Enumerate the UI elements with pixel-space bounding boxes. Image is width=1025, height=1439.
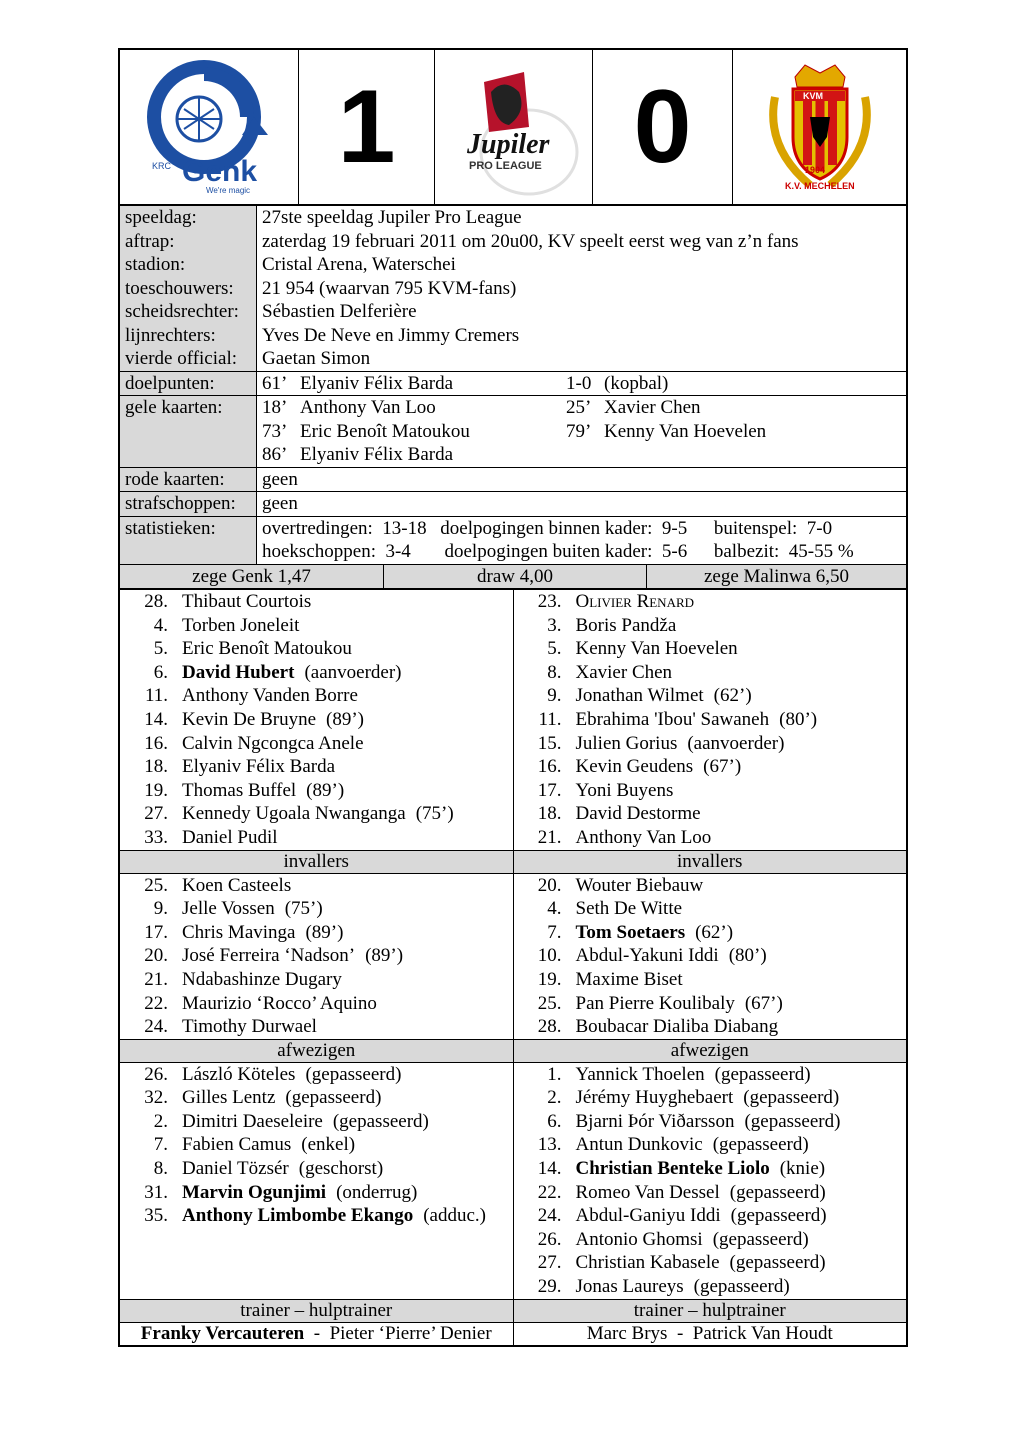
info-label: toeschouwers:: [119, 277, 257, 301]
player-note: (gepasseerd): [332, 1110, 429, 1132]
player-row: [120, 1086, 513, 1110]
player-row: [120, 1133, 513, 1157]
score-header: [118, 48, 908, 206]
yellow-row: [119, 396, 907, 468]
stats-values: [257, 516, 908, 564]
player-row: [514, 661, 907, 685]
player-row: [514, 637, 907, 661]
assistant-coach: Patrick Van Houdt: [692, 1322, 833, 1344]
player-row: [120, 968, 513, 992]
player-row: [514, 1086, 907, 1110]
player-name: Jonas Laureys: [575, 1276, 684, 1298]
player-number: 11.: [144, 685, 168, 707]
player-row: [120, 1015, 513, 1039]
player-note: (gepasseerd): [712, 1134, 809, 1156]
player-row: [120, 992, 513, 1016]
player-note: (aanvoerder): [687, 732, 785, 754]
card-player: Kenny Van Hoevelen: [604, 420, 767, 442]
player-name: Tom Soetaers: [575, 921, 686, 943]
player-number: 6.: [547, 1110, 562, 1132]
player-row: [514, 1251, 907, 1275]
player-note: (enkel): [301, 1134, 356, 1156]
player-row: [514, 732, 907, 756]
player-note: (80’): [728, 945, 767, 967]
info-value: 21 954 (waarvan 795 KVM-fans): [262, 277, 517, 299]
player-row: [120, 1110, 513, 1134]
player-number: 22.: [537, 1181, 562, 1203]
player-note: (75’): [284, 898, 323, 920]
player-number: 24.: [537, 1205, 562, 1227]
player-number: 8.: [153, 1158, 168, 1180]
player-note: (89’): [306, 779, 345, 801]
player-name: Boubacar Dialiba Diabang: [575, 1016, 779, 1038]
player-number: 24.: [144, 1016, 168, 1038]
player-row: [514, 590, 907, 614]
player-row: [514, 1181, 907, 1205]
player-row: [514, 992, 907, 1016]
player-number: 15.: [537, 732, 562, 754]
player-name: Antonio Ghomsi: [575, 1228, 703, 1250]
player-number: 21.: [537, 826, 562, 848]
player-note: (62’): [713, 685, 752, 707]
svg-text:1904: 1904: [804, 165, 825, 175]
player-name: Yannick Thoelen: [575, 1063, 705, 1085]
stat-label: overtredingen:: [262, 517, 373, 539]
player-number: 5.: [547, 638, 562, 660]
player-row: [514, 755, 907, 779]
player-note: (gepasseerd): [712, 1228, 809, 1250]
player-name: Ndabashinze Dugary: [182, 968, 342, 990]
odds-away: zege Malinwa 6,50: [647, 564, 908, 589]
player-number: 25.: [144, 874, 168, 896]
goal-score: 1-0: [566, 372, 592, 394]
svg-text:KVM: KVM: [802, 91, 823, 101]
player-note: (62’): [695, 921, 734, 943]
genk-logo: [120, 50, 299, 204]
player-name: David Hubert: [182, 661, 295, 683]
away-score: 0: [593, 50, 733, 204]
player-number: 25.: [537, 992, 562, 1014]
odds-draw: draw 4,00: [384, 564, 647, 589]
player-number: 10.: [537, 945, 562, 967]
lineups: [118, 590, 908, 1347]
player-name: Anthony Limbombe Ekango: [182, 1205, 414, 1227]
player-number: 20.: [537, 874, 562, 896]
away-trainer-title: trainer – hulptrainer: [513, 1299, 907, 1322]
home-subs: [119, 873, 513, 1039]
player-name: Dimitri Daeseleire: [182, 1110, 323, 1132]
info-value: Sébastien Delferière: [262, 301, 417, 322]
player-number: 18.: [537, 803, 562, 825]
player-name: Antun Dunkovic: [575, 1134, 703, 1156]
player-name: Abdul-Yakuni Iddi: [575, 945, 719, 967]
home-absent: [119, 1062, 513, 1299]
home-trainer: [119, 1322, 513, 1346]
head-coach: Marc Brys: [586, 1322, 668, 1344]
player-name: Fabien Camus: [182, 1134, 292, 1156]
player-row: [120, 637, 513, 661]
player-row: [514, 1133, 907, 1157]
home-lineup: [119, 590, 513, 850]
stat-value: 5-6: [661, 541, 688, 562]
info-value: zaterdag 19 februari 2011 om 20u00, KV speelt eerst weg van z’n fans: [262, 230, 799, 252]
info-label: stadion:: [119, 253, 257, 277]
penalties-row: [119, 492, 907, 517]
stat-label: doelpogingen buiten kader:: [444, 541, 653, 562]
home-trainer-title: trainer – hulptrainer: [119, 1299, 513, 1322]
player-row: [120, 708, 513, 732]
red-value: geen: [257, 467, 908, 492]
player-note: (67’): [703, 756, 742, 778]
player-number: 21.: [144, 968, 168, 990]
penalties-label: strafschoppen:: [119, 492, 257, 517]
svg-text:PRO LEAGUE: PRO LEAGUE: [468, 160, 542, 172]
player-number: 22.: [144, 992, 168, 1014]
goals-row: [119, 371, 907, 396]
player-number: 31.: [144, 1181, 168, 1203]
away-absent: [513, 1062, 907, 1299]
player-number: 33.: [144, 826, 168, 848]
player-row: [120, 755, 513, 779]
player-number: 5.: [153, 638, 168, 660]
info-label: scheidsrechter:: [119, 300, 257, 324]
player-row: [120, 944, 513, 968]
player-row: [120, 661, 513, 685]
player-row: [120, 1063, 513, 1087]
player-row: [514, 826, 907, 850]
stat-value: 3-4: [385, 541, 411, 562]
player-name: Wouter Biebauw: [575, 874, 704, 896]
player-name: Torben Joneleit: [182, 614, 300, 636]
player-number: 7.: [153, 1134, 168, 1156]
player-number: 17.: [537, 779, 562, 801]
player-row: [514, 779, 907, 803]
player-name: Bjarni Þór Viðarsson: [575, 1110, 735, 1132]
player-row: [120, 614, 513, 638]
assistant-coach: Pieter ‘Pierre’ Denier: [329, 1322, 492, 1344]
player-row: [514, 1015, 907, 1039]
match-sheet: [118, 48, 908, 1347]
player-name: Xavier Chen: [575, 661, 673, 683]
player-row: [514, 1063, 907, 1087]
player-note: (89’): [305, 921, 344, 943]
player-row: [120, 874, 513, 898]
player-note: (gepasseerd): [744, 1110, 841, 1132]
player-name: Eric Benoît Matoukou: [182, 638, 352, 660]
player-name: Jérémy Huyghebaert: [575, 1087, 734, 1109]
player-row: [120, 1204, 513, 1228]
player-number: 8.: [547, 661, 562, 683]
info-label: aftrap:: [119, 230, 257, 254]
player-name: Jelle Vossen: [182, 898, 275, 920]
player-row: [514, 968, 907, 992]
player-number: 26.: [537, 1228, 562, 1250]
trainer-separator: -: [313, 1322, 321, 1344]
player-name: Maurizio ‘Rocco’ Aquino: [182, 992, 377, 1014]
player-number: 16.: [144, 732, 168, 754]
player-name: Daniel Tözsér: [182, 1158, 289, 1180]
home-absent-title: afwezigen: [119, 1039, 513, 1062]
player-note: (geschorst): [298, 1158, 384, 1180]
player-number: 16.: [537, 756, 562, 778]
player-number: 9.: [547, 685, 562, 707]
player-number: 7.: [547, 921, 562, 943]
player-name: Timothy Durwael: [182, 1016, 317, 1038]
player-number: 13.: [537, 1134, 562, 1156]
red-label: rode kaarten:: [119, 467, 257, 492]
player-name: Thibaut Courtois: [182, 591, 312, 612]
player-note: (gepasseerd): [693, 1276, 790, 1298]
player-name: Romeo Van Dessel: [575, 1181, 720, 1203]
stat-label: doelpogingen binnen kader:: [440, 517, 653, 539]
player-number: 17.: [144, 921, 168, 943]
player-row: [120, 897, 513, 921]
goal-player: Elyaniv Félix Barda: [300, 372, 454, 394]
home-score: 1: [299, 50, 435, 204]
player-name: Maxime Biset: [575, 968, 683, 990]
player-number: 27.: [144, 803, 168, 825]
player-number: 6.: [153, 661, 168, 683]
player-row: [120, 921, 513, 945]
kvm-logo: [733, 50, 906, 204]
player-note: (onderrug): [336, 1181, 418, 1203]
player-note: (89’): [326, 708, 365, 730]
player-name: Olivier Renard: [575, 591, 695, 612]
player-name: Boris Pandža: [575, 614, 677, 636]
player-name: Julien Gorius: [575, 732, 678, 754]
player-number: 2.: [153, 1110, 168, 1132]
player-number: 2.: [547, 1087, 562, 1109]
match-info: [118, 206, 908, 564]
player-note: (aanvoerder): [304, 661, 402, 683]
card-player: Eric Benoît Matoukou: [300, 420, 470, 442]
player-row: [514, 897, 907, 921]
player-row: [514, 874, 907, 898]
player-row: [120, 684, 513, 708]
stats-label: statistieken:: [119, 516, 257, 564]
odds-home: zege Genk 1,47: [119, 564, 384, 589]
player-number: 35.: [144, 1205, 168, 1227]
player-note: (67’): [744, 992, 783, 1014]
player-number: 32.: [144, 1087, 168, 1109]
player-row: [514, 1157, 907, 1181]
away-absent-title: afwezigen: [513, 1039, 907, 1062]
player-number: 19.: [537, 968, 562, 990]
player-name: Calvin Ngcongca Anele: [182, 732, 364, 754]
red-row: [119, 467, 907, 492]
league-logo: [435, 50, 593, 204]
player-number: 1.: [547, 1063, 562, 1085]
player-row: [120, 1181, 513, 1205]
player-note: (gepasseerd): [729, 1181, 826, 1203]
info-value: Gaetan Simon: [262, 348, 371, 369]
yellow-label: gele kaarten:: [119, 396, 257, 468]
away-trainer: [513, 1322, 907, 1346]
info-value: Yves De Neve en Jimmy Cremers: [262, 324, 520, 346]
player-name: Pan Pierre Koulibaly: [575, 992, 735, 1014]
player-note: (gepasseerd): [285, 1087, 382, 1109]
player-number: 27.: [537, 1252, 562, 1274]
player-name: Ebrahima 'Ibou' Sawaneh: [575, 708, 770, 730]
player-row: [514, 1204, 907, 1228]
goals-label: doelpunten:: [119, 371, 257, 396]
stat-value: 13-18: [382, 517, 427, 539]
player-row: [120, 732, 513, 756]
player-name: David Destorme: [575, 803, 701, 825]
stat-label: buitenspel:: [713, 517, 798, 539]
stat-label: balbezit:: [713, 541, 780, 562]
player-note: (adduc.): [423, 1205, 487, 1227]
stat-label: hoekschoppen:: [262, 541, 376, 562]
player-name: Seth De Witte: [575, 898, 683, 920]
player-number: 20.: [144, 945, 168, 967]
player-number: 29.: [537, 1276, 562, 1298]
player-name: Thomas Buffel: [182, 779, 297, 801]
player-note: (gepasseerd): [714, 1063, 811, 1085]
svg-text:We're magic: We're magic: [206, 186, 251, 195]
odds-bar: [118, 564, 908, 591]
player-note: (gepasseerd): [305, 1063, 402, 1085]
card-player: Xavier Chen: [604, 397, 701, 418]
player-row: [120, 802, 513, 826]
player-name: Yoni Buyens: [575, 779, 674, 801]
player-note: (75’): [415, 803, 454, 825]
stat-value: 7-0: [806, 517, 833, 539]
player-row: [514, 1228, 907, 1252]
player-name: Abdul-Ganiyu Iddi: [575, 1205, 721, 1227]
player-number: 14.: [537, 1158, 562, 1180]
svg-text:Genk: Genk: [182, 155, 258, 188]
player-name: Koen Casteels: [182, 874, 292, 896]
player-number: 4.: [153, 614, 168, 636]
player-row: [120, 826, 513, 850]
player-name: Christian Kabasele: [575, 1252, 720, 1274]
trainer-separator: -: [676, 1322, 684, 1344]
away-subs-title: invallers: [513, 850, 907, 873]
player-number: 14.: [144, 708, 168, 730]
player-number: 11.: [538, 708, 562, 730]
player-name: Anthony Vanden Borre: [182, 685, 358, 707]
player-note: (gepasseerd): [730, 1205, 827, 1227]
player-note: (80’): [779, 708, 818, 730]
player-name: Marvin Ogunjimi: [182, 1181, 327, 1203]
player-row: [514, 684, 907, 708]
player-number: 19.: [144, 779, 168, 801]
player-name: Kennedy Ugoala Nwanganga: [182, 803, 406, 825]
player-row: [514, 1110, 907, 1134]
player-row: [514, 708, 907, 732]
svg-text:Jupiler: Jupiler: [466, 129, 549, 160]
svg-text:K.V. MECHELEN: K.V. MECHELEN: [784, 181, 855, 191]
player-name: Kenny Van Hoevelen: [575, 638, 738, 660]
goal-note: (kopbal): [604, 372, 669, 394]
player-name: László Köteles: [182, 1063, 296, 1085]
info-label: speeldag:: [119, 206, 257, 230]
card-player: Anthony Van Loo: [300, 397, 436, 418]
player-row: [120, 1157, 513, 1181]
player-number: 4.: [547, 898, 562, 920]
player-row: [514, 944, 907, 968]
player-name: Jonathan Wilmet: [575, 685, 704, 707]
svg-text:KRC: KRC: [152, 161, 172, 171]
player-row: [120, 779, 513, 803]
player-row: [514, 802, 907, 826]
player-name: Anthony Van Loo: [575, 826, 712, 848]
player-row: [514, 614, 907, 638]
player-note: (gepasseerd): [729, 1252, 826, 1274]
player-name: Kevin De Bruyne: [182, 708, 317, 730]
player-note: (89’): [365, 945, 404, 967]
player-number: 28.: [144, 591, 168, 612]
player-row: [514, 921, 907, 945]
head-coach: Franky Vercauteren: [140, 1322, 305, 1344]
penalties-value: geen: [257, 492, 908, 517]
info-value: Cristal Arena, Waterschei: [262, 254, 456, 275]
player-name: Gilles Lentz: [182, 1087, 276, 1109]
card-minute: 86’: [262, 444, 288, 465]
info-label: lijnrechters:: [119, 324, 257, 348]
player-note: (knie): [779, 1158, 826, 1180]
goal-minute: 61’: [262, 372, 288, 394]
stat-value: 45-55 %: [788, 541, 854, 562]
home-subs-title: invallers: [119, 850, 513, 873]
player-number: 18.: [144, 756, 168, 778]
stats-row: [119, 516, 907, 564]
player-row: [120, 590, 513, 614]
player-number: 3.: [547, 614, 562, 636]
player-row: [514, 1275, 907, 1299]
away-lineup: [513, 590, 907, 850]
info-value: 27ste speeldag Jupiler Pro League: [262, 207, 522, 228]
away-subs: [513, 873, 907, 1039]
player-number: 9.: [153, 898, 168, 920]
player-name: José Ferreira ‘Nadson’: [182, 945, 356, 967]
player-number: 26.: [144, 1063, 168, 1085]
card-minute: 18’: [262, 397, 288, 418]
card-player: Elyaniv Félix Barda: [300, 444, 454, 465]
stat-value: 9-5: [661, 517, 688, 539]
card-minute: 73’: [262, 420, 288, 442]
player-name: Kevin Geudens: [575, 756, 694, 778]
info-label: vierde official:: [119, 347, 257, 371]
player-number: 23.: [537, 591, 562, 612]
goals-value: [257, 371, 908, 396]
card-minute: 25’: [566, 397, 592, 418]
player-number: 28.: [537, 1016, 562, 1038]
player-name: Chris Mavinga: [182, 921, 296, 943]
player-name: Christian Benteke Liolo: [575, 1158, 770, 1180]
player-name: Elyaniv Félix Barda: [182, 756, 336, 778]
player-note: (gepasseerd): [743, 1087, 840, 1109]
player-name: Daniel Pudil: [182, 826, 278, 848]
yellow-values: [257, 396, 908, 468]
card-minute: 79’: [566, 420, 592, 442]
